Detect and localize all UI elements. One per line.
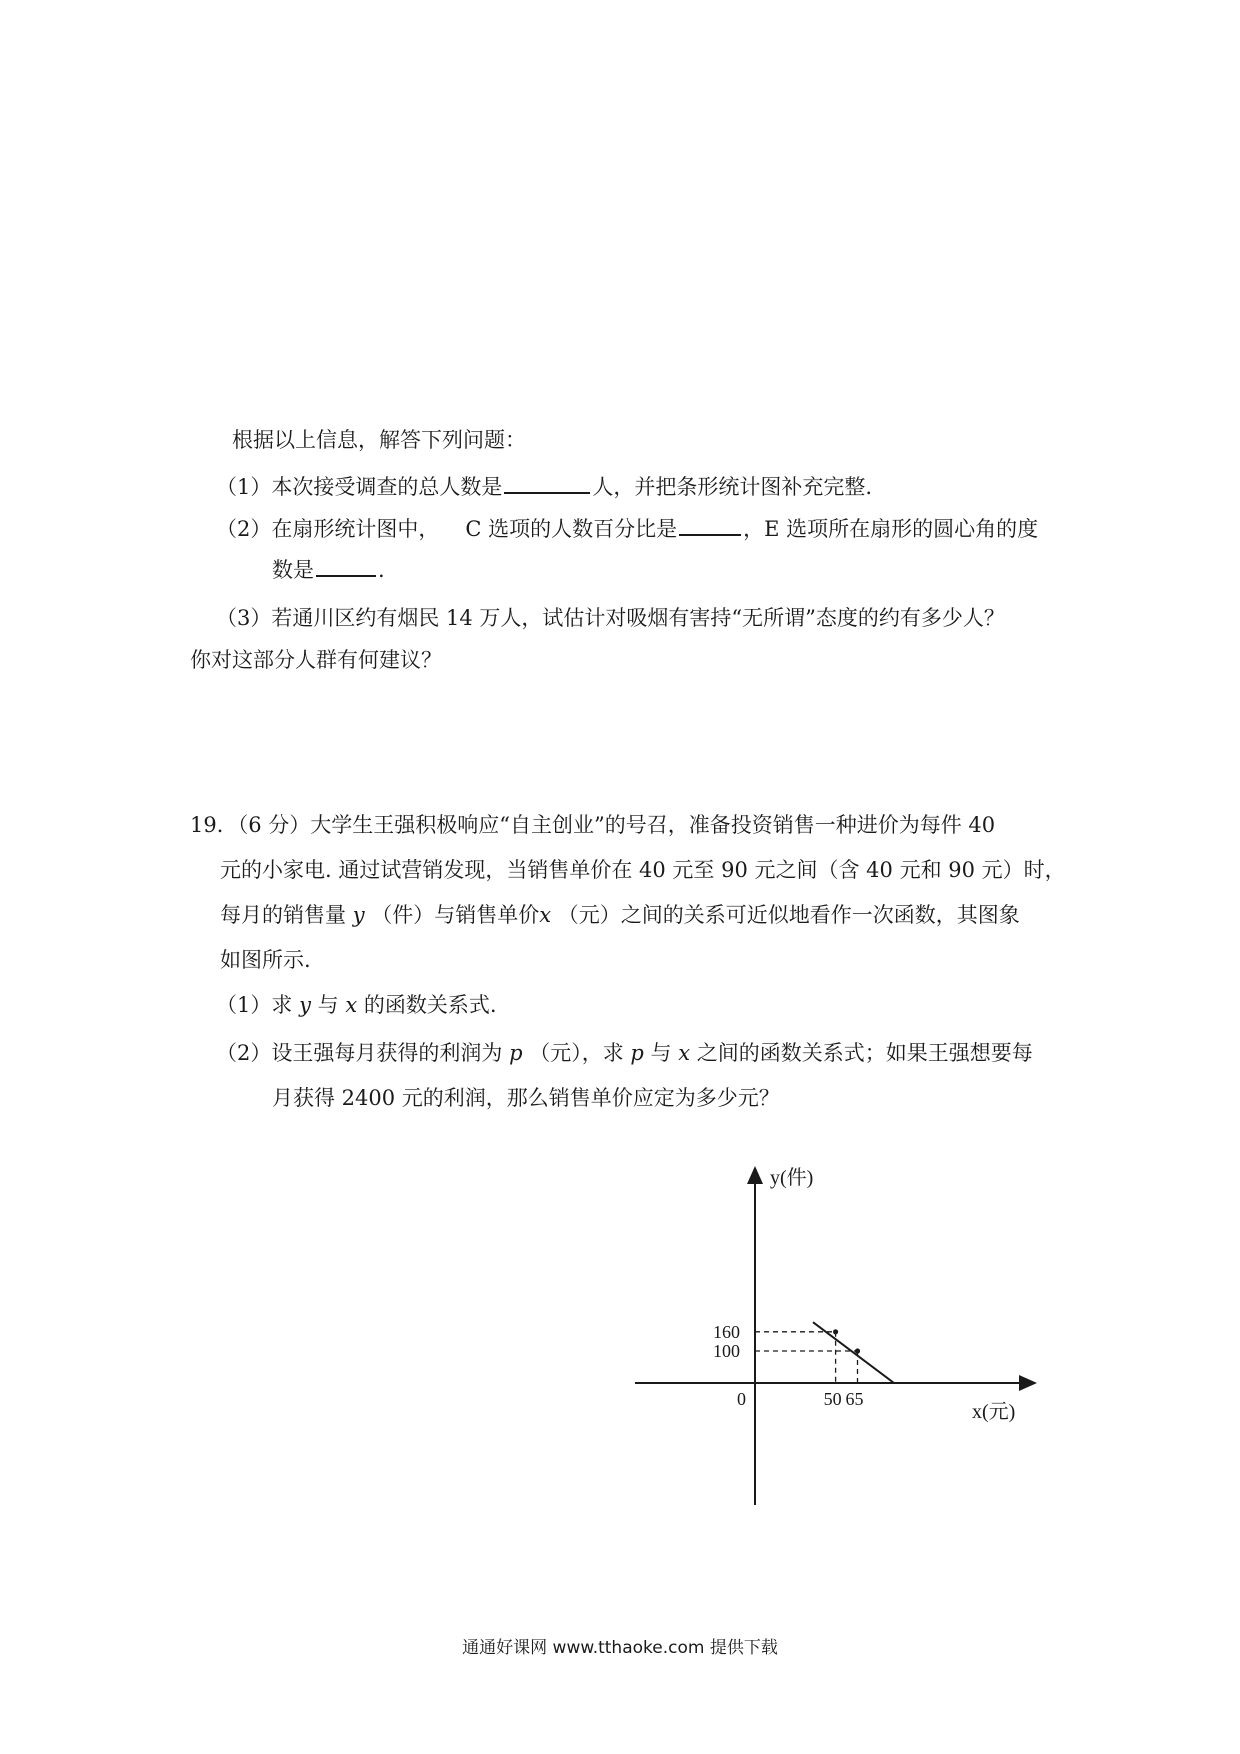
function-graph — [630, 1160, 1050, 1520]
y-tick-label: 100 — [713, 1341, 740, 1361]
q18-part1 — [216, 470, 872, 502]
var-x: x — [345, 993, 358, 1017]
q19-sub1-a: （1）求 — [216, 993, 293, 1017]
q19-sub2-d: 之间的函数关系式；如果王强想要每 — [696, 1041, 1033, 1065]
q18-part2-text-d: 数是 — [272, 558, 314, 582]
y-tick-label: 160 — [713, 1321, 740, 1342]
x-tick-label: 50 — [823, 1389, 842, 1409]
var-y: y — [299, 993, 311, 1017]
q19-sub2-cont: 月获得 2400 元的利润，那么销售单价应定为多少元？ — [272, 1086, 780, 1110]
q18-intro: 根据以上信息，解答下列问题： — [232, 428, 526, 452]
q19-sub2-b: （元），求 — [529, 1041, 624, 1065]
data-point — [833, 1329, 838, 1334]
q19-line2: 元的小家电. 通过试营销发现，当销售单价在 40 元至 90 元之间（含 40 元和 90 元）时， — [220, 858, 1066, 882]
q19-sub1-b: 与 — [317, 993, 339, 1017]
q19-line3-a: 每月的销售量 — [220, 903, 346, 927]
q19-sub1 — [216, 990, 497, 1020]
y-axis-label: y(件) — [770, 1167, 814, 1189]
q18-part2-text-c: ，E 选项所在扇形的圆心角的度 — [743, 517, 1039, 541]
answer-blank-total[interactable] — [504, 470, 590, 494]
x-axis-label: x(元) — [972, 1401, 1016, 1423]
origin-label: 0 — [737, 1389, 746, 1409]
var-x: x — [539, 903, 552, 927]
data-point — [855, 1348, 860, 1353]
q18-part1-text-b: 人，并把条形统计图补充完整. — [592, 475, 873, 499]
answer-blank-c-percent[interactable] — [679, 512, 741, 536]
q18-part3: （3）若通川区约有烟民 14 万人，试估计对吸烟有害持“无所谓”态度的约有多少人？ — [216, 606, 1005, 630]
q18-part2 — [216, 512, 1038, 544]
q18-part2-text-a: （2）在扇形统计图中， — [216, 517, 440, 541]
q18-part2-text-b: C 选项的人数百分比是 — [465, 517, 678, 541]
q19-sub2-c: 与 — [650, 1041, 672, 1065]
var-x: x — [678, 1041, 691, 1065]
q18-part2-text-e: . — [378, 558, 385, 582]
var-y: y — [352, 903, 365, 927]
var-p: p — [630, 1041, 644, 1065]
q19-line3-b: （件）与销售单价 — [371, 903, 540, 927]
q19-sub1-c: 的函数关系式. — [363, 993, 497, 1017]
answer-blank-e-angle[interactable] — [316, 553, 376, 577]
q19-line3 — [220, 900, 1020, 930]
page-footer: 通通好课网 www.tthaoke.com 提供下载 — [462, 1638, 778, 1658]
function-line — [813, 1322, 894, 1383]
var-p: p — [509, 1041, 523, 1065]
q19-sub2 — [216, 1038, 1033, 1068]
q18-part2-cont — [272, 553, 385, 585]
q19-head: 19．（6 分）大学生王强积极响应“自主创业”的号召，准备投资销售一种进价为每件 40 — [190, 813, 996, 837]
q18-part3-cont: 你对这部分人群有何建议？ — [190, 648, 442, 672]
q18-part1-text-a: （1）本次接受调查的总人数是 — [216, 475, 503, 499]
q19-sub2-a: （2）设王强每月获得的利润为 — [216, 1041, 503, 1065]
q19-line4: 如图所示. — [220, 948, 311, 972]
q19-line3-c: （元）之间的关系可近似地看作一次函数，其图象 — [557, 903, 1020, 927]
x-tick-label: 65 — [845, 1389, 864, 1409]
